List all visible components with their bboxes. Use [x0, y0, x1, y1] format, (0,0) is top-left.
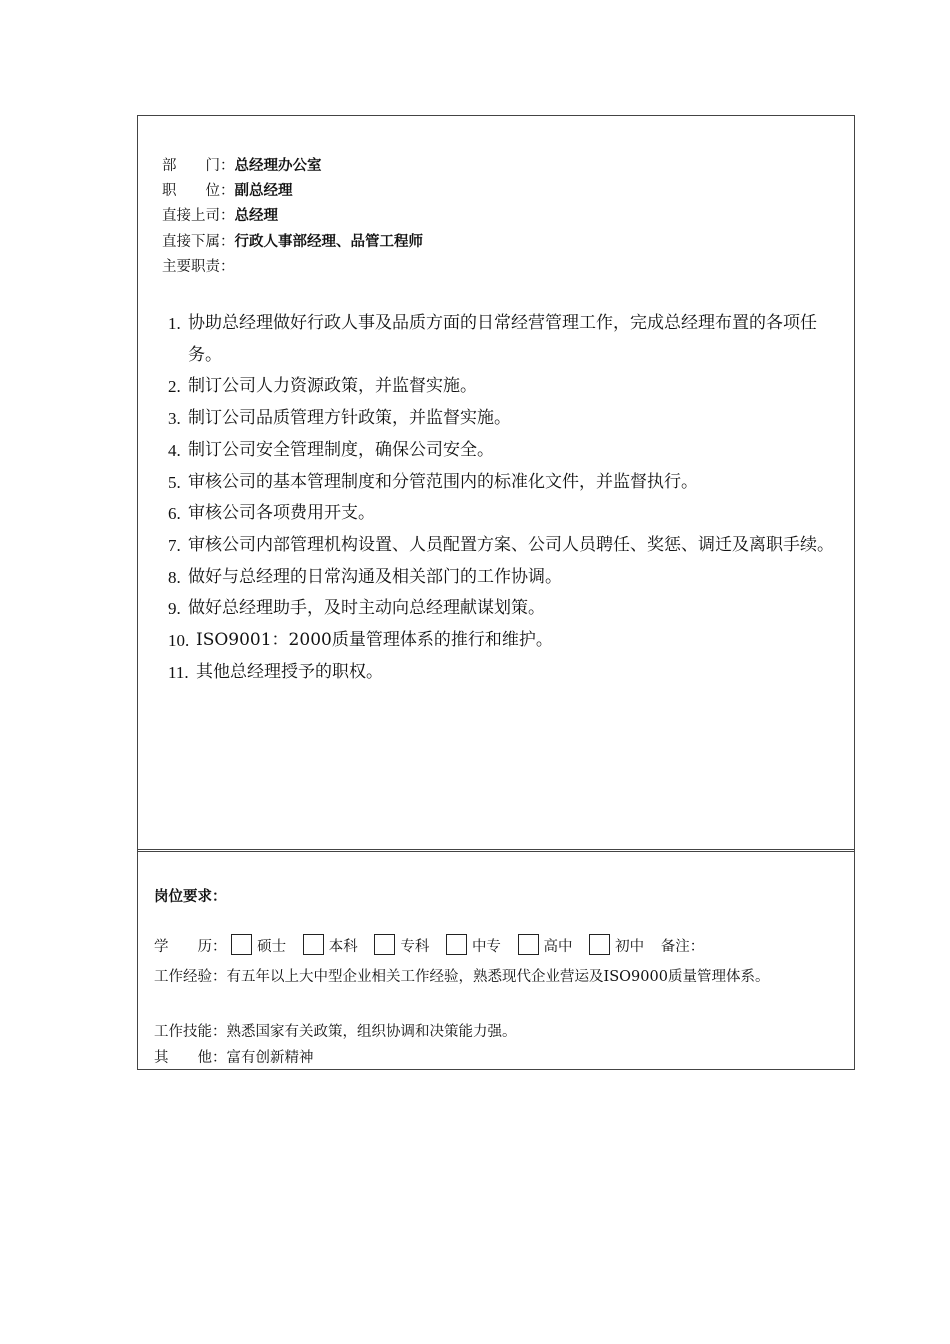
- skill-value: 熟悉国家有关政策，组织协调和决策能力强。: [226, 1024, 517, 1040]
- basic-info-section: [138, 116, 854, 852]
- duty-item: 6. 审核公司各项费用开支。: [168, 503, 375, 524]
- experience-value: 有五年以上大中型企业相关工作经验，熟悉现代企业营运及ISO9000质量管理体系。: [226, 969, 770, 985]
- subordinates-field: [162, 232, 423, 252]
- other-value: 富有创新精神: [226, 1050, 314, 1066]
- subordinates-label: 直接下属：: [162, 234, 235, 250]
- checkbox[interactable]: [231, 934, 252, 955]
- duty-item: 1. 协助总经理做好行政人事及品质方面的日常经营管理工作，完成总经理布置的各项任务。: [168, 313, 817, 365]
- education-option-college[interactable]: 专科: [374, 934, 429, 960]
- duty-item: 10. ISO9001：2000质量管理体系的推行和维护。: [168, 630, 553, 651]
- duty-item: 2. 制订公司人力资源政策，并监督实施。: [168, 376, 477, 397]
- supervisor-label: 直接上司：: [162, 208, 235, 224]
- education-option-junior[interactable]: 初中: [589, 934, 644, 960]
- department-label: 部 门：: [162, 158, 235, 174]
- skill-field: [154, 1019, 517, 1045]
- supervisor-value: 总经理: [234, 208, 278, 224]
- other-label: 其 他：: [154, 1050, 227, 1066]
- duty-item: 3. 制订公司品质管理方针政策，并监督实施。: [168, 408, 511, 429]
- checkbox[interactable]: [374, 934, 395, 955]
- education-label: 学 历：: [154, 939, 227, 955]
- education-option-bachelor[interactable]: 本科: [303, 934, 358, 960]
- position-label: 职 位：: [162, 183, 235, 199]
- requirements-title: 岗位要求：: [154, 889, 227, 905]
- position-value: 副总经理: [234, 183, 293, 199]
- duties-list: [168, 308, 848, 688]
- other-field: [154, 1045, 314, 1071]
- supervisor-field: [162, 206, 278, 226]
- checkbox[interactable]: [589, 934, 610, 955]
- duty-item: 11. 其他总经理授予的职权。: [168, 661, 383, 682]
- remark-label: 备注：: [660, 939, 705, 955]
- department-value: 总经理办公室: [234, 158, 322, 174]
- department-field: [162, 156, 322, 176]
- education-row: [154, 934, 704, 960]
- experience-label: 工作经验：: [154, 969, 227, 985]
- experience-field: [154, 964, 854, 990]
- job-description-table: [137, 115, 855, 1070]
- subordinates-value: 行政人事部经理、品管工程师: [234, 234, 423, 250]
- duty-item: 9. 做好总经理助手，及时主动向总经理献谋划策。: [168, 598, 545, 619]
- education-option-technical[interactable]: 中专: [446, 934, 501, 960]
- duty-item: 7. 审核公司内部管理机构设置、人员配置方案、公司人员聘任、奖惩、调迁及离职手续。: [168, 534, 834, 555]
- duties-label: 主要职责：: [162, 259, 235, 275]
- duty-item: 8. 做好与总经理的日常沟通及相关部门的工作协调。: [168, 566, 562, 587]
- duty-item: 4. 制订公司安全管理制度，确保公司安全。: [168, 439, 494, 460]
- duty-item: 5. 审核公司的基本管理制度和分管范围内的标准化文件，并监督执行。: [168, 471, 698, 492]
- education-option-highschool[interactable]: 高中: [518, 934, 573, 960]
- education-option-master[interactable]: 硕士: [231, 934, 286, 960]
- checkbox[interactable]: [303, 934, 324, 955]
- checkbox[interactable]: [446, 934, 467, 955]
- checkbox[interactable]: [518, 934, 539, 955]
- skill-label: 工作技能：: [154, 1024, 227, 1040]
- position-field: [162, 181, 293, 201]
